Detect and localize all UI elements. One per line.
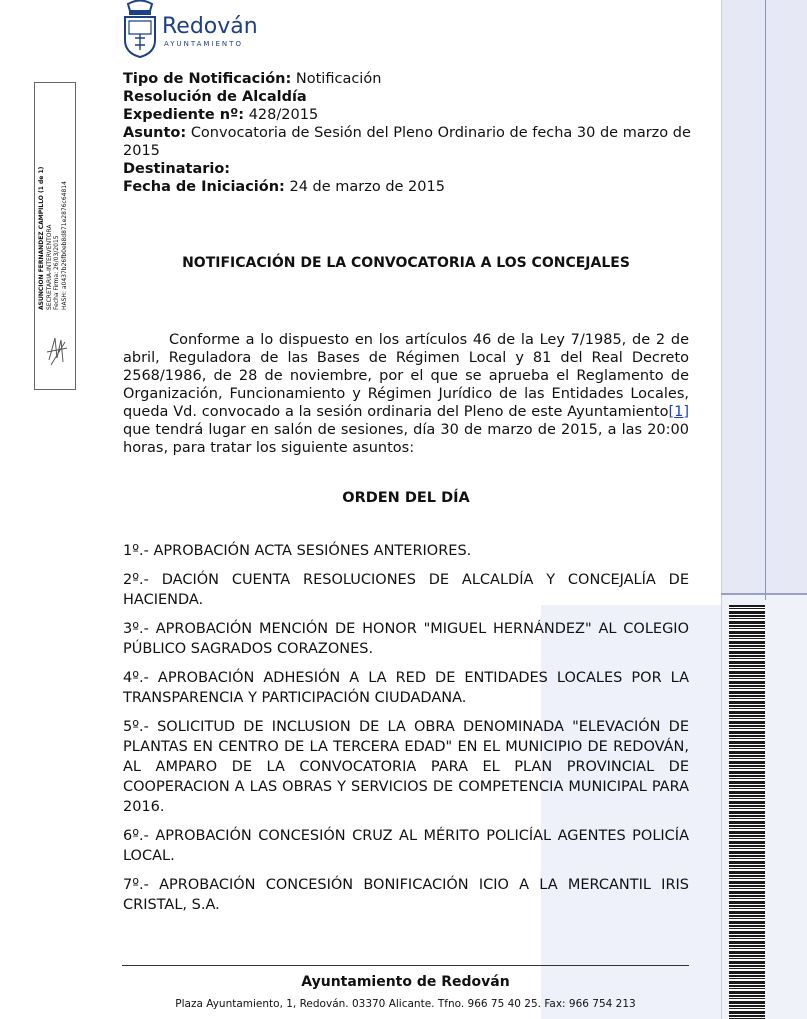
meta-destinatario: Destinatario: (123, 161, 231, 177)
panel-divider-vertical[interactable] (765, 0, 766, 600)
barcode (729, 605, 765, 1019)
agenda-item: 2º.- DACIÓN CUENTA RESOLUCIONES DE ALCALDÍA Y CONCEJALÍA DE HACIENDA. (123, 572, 689, 608)
logo-name: Redován (162, 14, 258, 39)
body-paragraph: Conforme a lo dispuesto en los artículos 46 de la Ley 7/1985, de 2 de abril, Reguladora de las Bases de Régimen Local y 81 del Real Decreto 2568/1986, de 28 de noviembre, por el que se aprueba el Reglamento de Organización, Funcionamiento y Régimen Jurídico de las Entidades Locales, queda Vd. convocado a la sesión ordinaria del Pleno de este Ayuntamiento[1] que tendrá lugar en salón de sesiones, día 30 de marzo de 2015, a las 20:00 horas, para tratar los siguiente asuntos: (123, 332, 689, 456)
agenda-item: 6º.- APROBACIÓN CONCESIÓN CRUZ AL MÉRITO POLICÍAL AGENTES POLICÍA LOCAL. (123, 828, 689, 864)
panel-divider-horizontal[interactable] (721, 593, 807, 595)
signer-role: SECRETARIA-INTERVENTORA (45, 224, 53, 310)
signer-name: ASUNCION FERNANDEZ CAMPILLO (1 de 1) (38, 166, 45, 310)
agenda-item: 5º.- SOLICITUD DE INCLUSION DE LA OBRA DENOMINADA "ELEVACIÓN DE PLANTAS EN CENTRO DE LA TERCERA EDAD" EN EL MUNICIPIO DE REDOVÁN, AL AMPARO DE LA CONVOCATORIA PARA EL PLAN PROVINCIAL DE COOPERACION A LAS OBRAS Y SERVICIOS DE COMPETENCIA MUNICIPAL PARA 2016. (123, 719, 689, 815)
meta-tipo: Tipo de Notificación: Notificación (123, 71, 382, 87)
meta-resolucion: Resolución de Alcaldía (123, 89, 307, 105)
signature-text (38, 120, 68, 310)
footer-title: Ayuntamiento de Redován (301, 974, 510, 990)
meta-fecha: Fecha de Iniciación: 24 de marzo de 2015 (123, 179, 445, 195)
signature-date: Fecha Firma: 26/03/2015 (53, 235, 60, 310)
coat-of-arms-icon (122, 0, 158, 58)
notification-meta (123, 70, 693, 196)
agenda-item: 1º.- APROBACIÓN ACTA SESIÓNES ANTERIORES. (123, 543, 472, 559)
municipal-logo (122, 0, 272, 60)
meta-expediente: Expediente nº: 428/2015 (123, 107, 319, 123)
handwritten-signature-icon (41, 330, 71, 370)
agenda-item: 3º.- APROBACIÓN MENCIÓN DE HONOR "MIGUEL HERNÁNDEZ" AL COLEGIO PÚBLICO SAGRADOS CORAZONES. (123, 621, 689, 657)
footer-divider (122, 965, 689, 966)
footer-address: Plaza Ayuntamiento, 1, Redován. 03370 Alicante. Tfno. 966 75 40 25. Fax: 966 754 213 (175, 998, 636, 1010)
agenda-item: 4º.- APROBACIÓN ADHESIÓN A LA RED DE ENTIDADES LOCALES POR LA TRANSPARENCIA Y PARTICIPACIÓN CIUDADANA. (123, 670, 689, 706)
footnote-link[interactable]: [1] (668, 404, 689, 420)
logo-subtitle: AYUNTAMIENTO (164, 40, 243, 48)
agenda-list (123, 541, 689, 924)
document-heading: NOTIFICACIÓN DE LA CONVOCATORIA A LOS CONCEJALES (182, 255, 630, 271)
meta-asunto: Asunto: Convocatoria de Sesión del Pleno Ordinario de fecha 30 de marzo de 2015 (123, 125, 691, 159)
agenda-title: ORDEN DEL DÍA (342, 490, 470, 506)
signature-hash: HASH: a0437b26fb0eb8d871e2876c64814 (60, 181, 68, 310)
agenda-item: 7º.- APROBACIÓN CONCESIÓN BONIFICACIÓN ICIO A LA MERCANTIL IRIS CRISTAL, S.A. (123, 877, 689, 913)
